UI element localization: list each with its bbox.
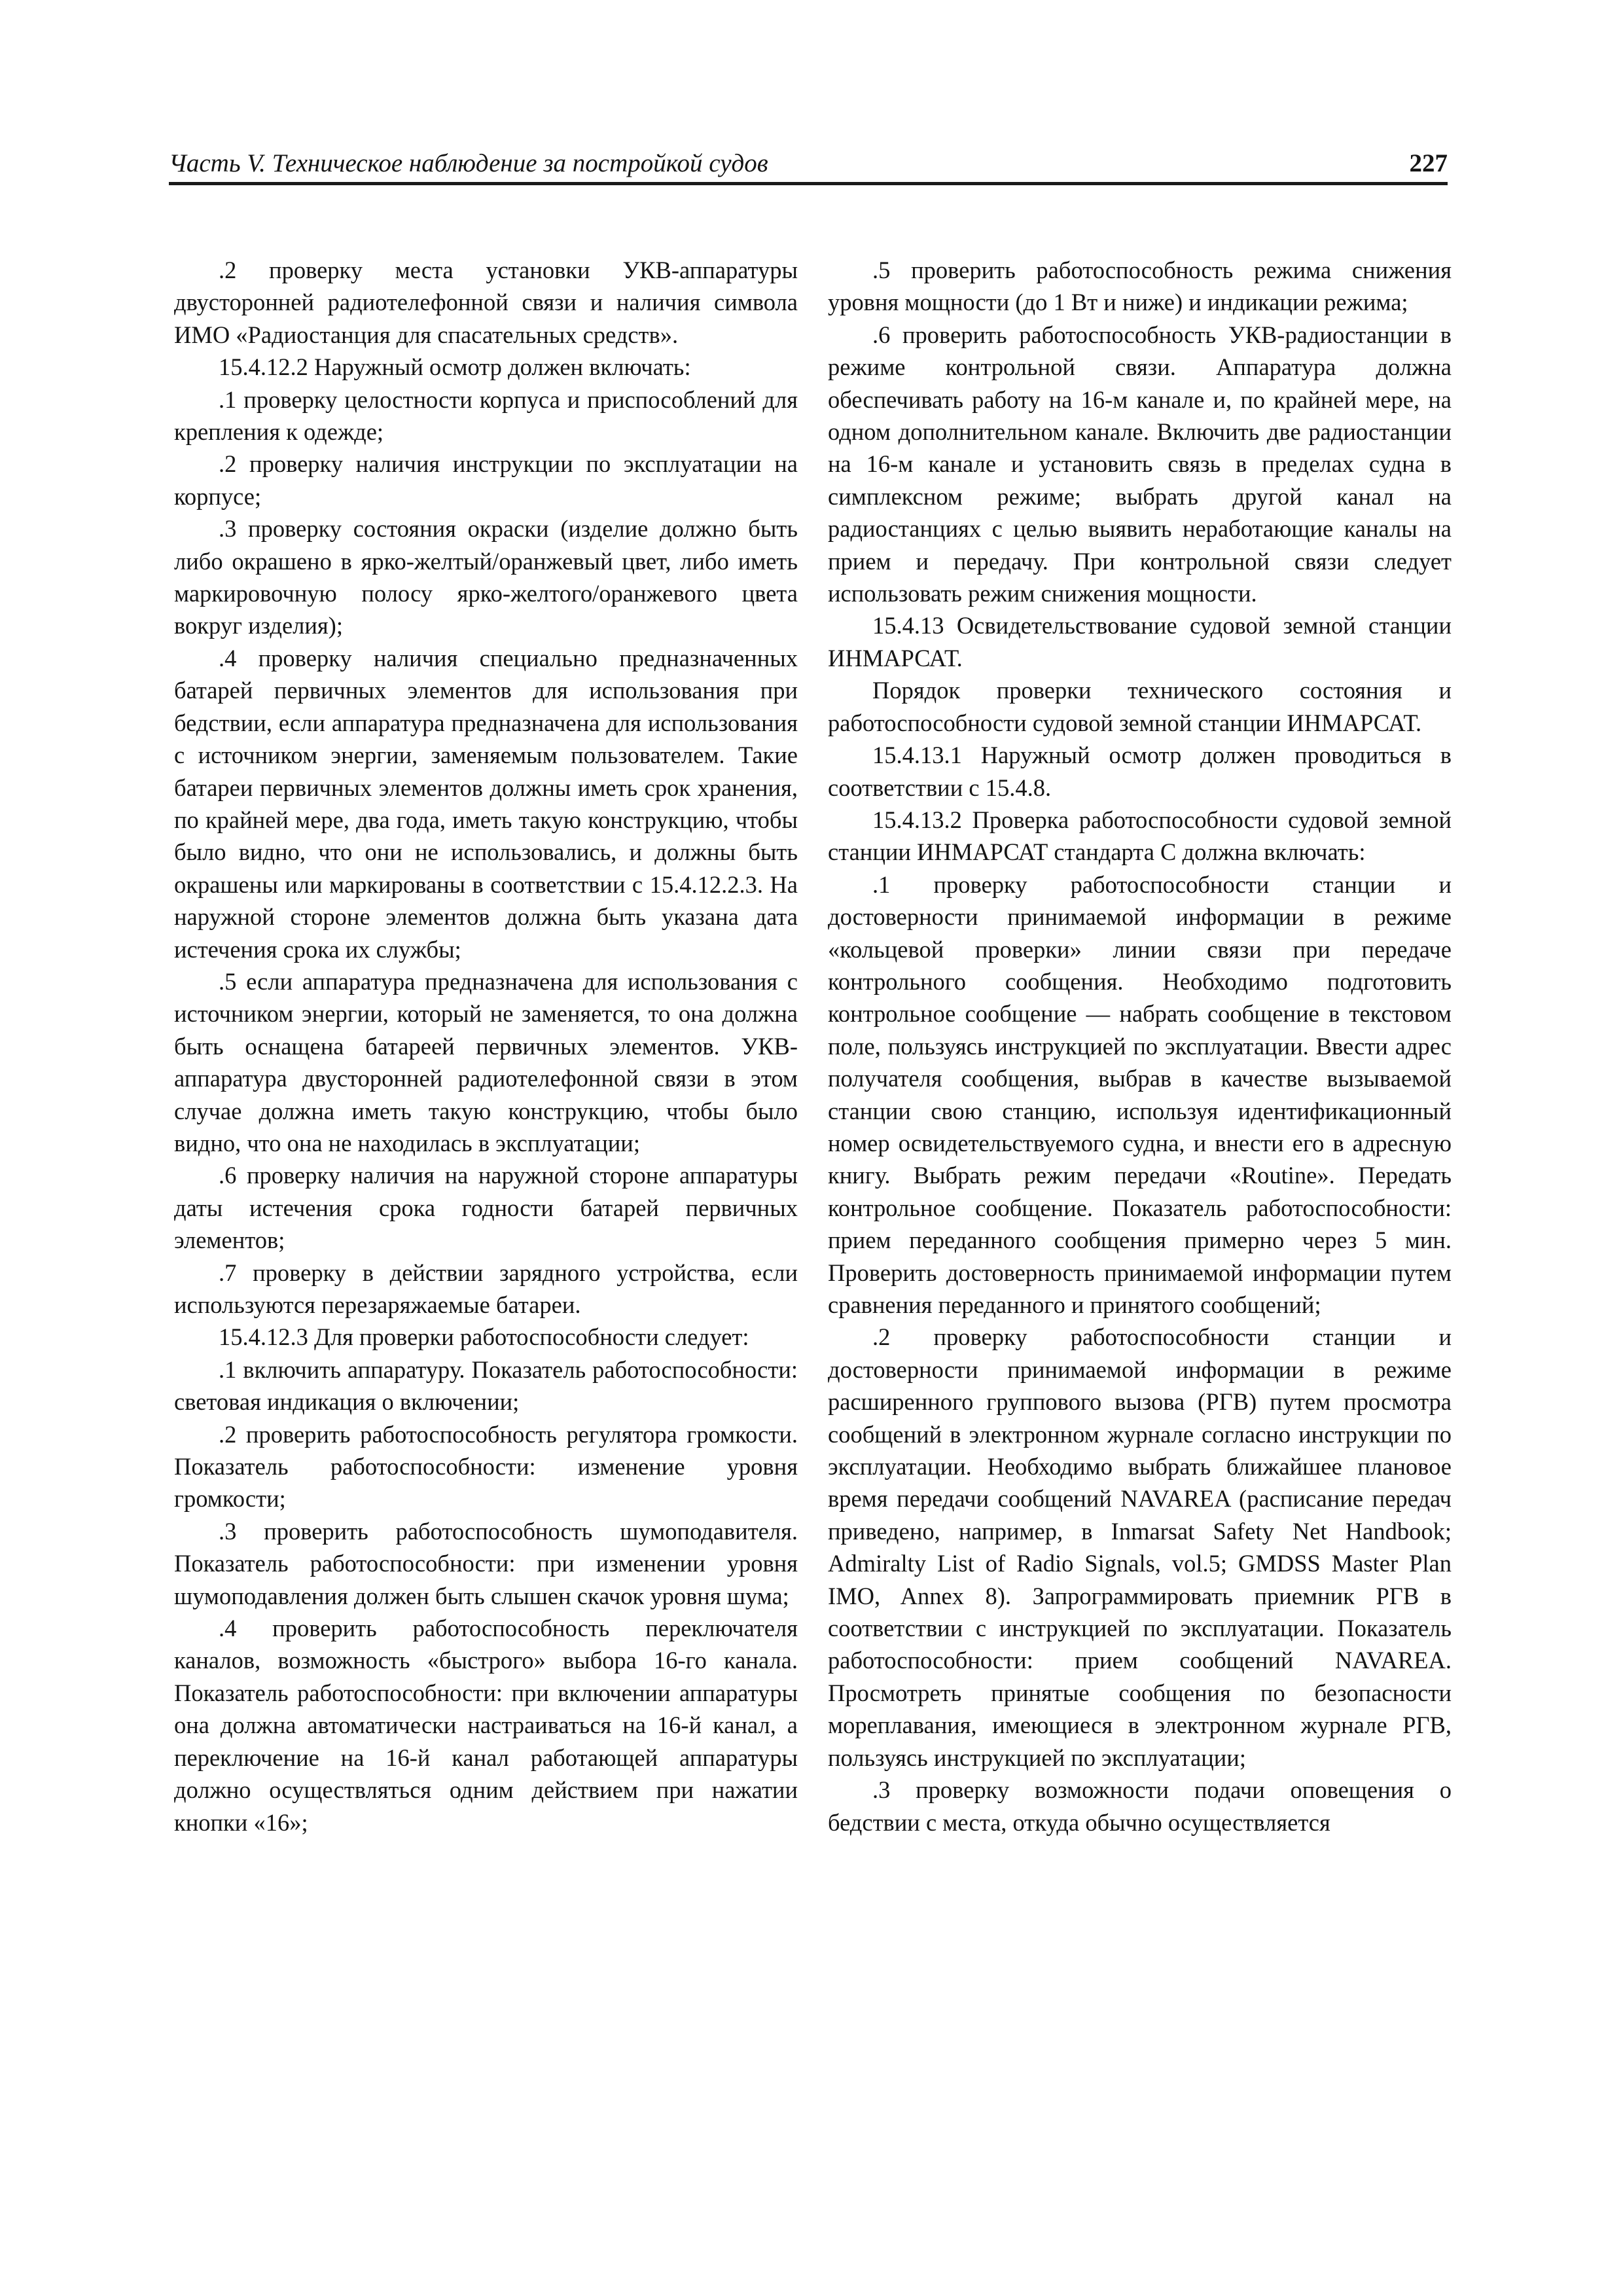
paragraph: .1 проверку целостности корпуса и приспособлений для крепления к одежде; — [174, 386, 798, 446]
paragraph: .3 проверку состояния окраски (изделие должно быть либо окрашено в ярко-желтый/оранжевый цвет, либо иметь маркировочную полосу ярко-желтого/оранжевого цвета вокруг изделия); — [174, 515, 798, 639]
paragraph: .3 проверить работоспособность шумоподавителя. Показатель работоспособности: при изменении уровня шумоподавления должен быть слышен скачок уровня шума; — [174, 1517, 798, 1609]
paragraph: .2 проверку наличия инструкции по эксплуатации на корпусе; — [174, 450, 798, 510]
paragraph: 15.4.12.2 Наружный осмотр должен включать: — [219, 353, 691, 381]
paragraph: 15.4.13.1 Наружный осмотр должен проводиться в соответствии с 15.4.8. — [828, 742, 1452, 801]
paragraph: .6 проверку наличия на наружной стороне аппаратуры даты истечения срока годности батарей первичных элементов; — [174, 1162, 798, 1254]
paragraph: .6 проверить работоспособность УКВ-радиостанции в режиме контрольной связи. Аппаратура должна обеспечивать работу на 16-м канале и, по крайней мере, на одном дополнительном канале. Включить две радиостанции на 16-м канале и установить связь в пределах судна в симплексном режиме; выбрать другой канал на радиостанциях с целью выявить неработающие каналы на прием и передачу. При контрольной связи следует использовать режим снижения мощности. — [828, 321, 1452, 607]
paragraph: 15.4.13.2 Проверка работоспособности судовой земной станции ИНМАРСАТ стандарта С должна включать: — [828, 806, 1452, 866]
paragraph: .7 проверку в действии зарядного устройства, если используются перезаряжаемые батареи. — [174, 1259, 798, 1318]
paragraph: .3 проверку возможности подачи оповещения о бедствии с места, откуда обычно осуществляется — [828, 1776, 1452, 1836]
paragraph: 15.4.12.3 Для проверки работоспособности следует: — [219, 1323, 749, 1351]
paragraph: .1 проверку работоспособности станции и достоверности принимаемой информации в режиме «кольцевой проверки» линии связи при передаче контрольного сообщения. Необходимо подготовить контрольное сообщение — набрать сообщение в текстовом поле, пользуясь инструкцией по эксплуатации. Ввести адрес получателя сообщения, выбрав в качестве вызываемой станции свою станцию, используя идентификационный номер освидетельствуемого судна, и внести его в адресную книгу. Выбрать режим передачи «Routine». Передать контрольное сообщение. Показатель работоспособности: прием переданного сообщения примерно через 5 мин. Проверить достоверность принимаемой информации путем сравнения переданного и принятого сообщений; — [828, 870, 1452, 1318]
page-header — [169, 148, 1448, 185]
paragraph: .2 проверку места установки УКВ-аппаратуры двусторонней радиотелефонной связи и наличия символа ИМО «Радиостанция для спасательных средств». — [174, 257, 798, 348]
paragraph: .5 если аппаратура предназначена для использования с источником энергии, который не заменяется, то она должна быть оснащена батареей первичных элементов. УКВ-аппаратура двусторонней радиотелефонной связи в этом случае должна иметь такую конструкцию, чтобы было видно, что она не находилась в эксплуатации; — [174, 967, 798, 1157]
page-number: 227 — [1409, 149, 1448, 177]
paragraph: .2 проверку работоспособности станции и достоверности принимаемой информации в режиме расширенного группового вызова (РГВ) путем просмотра сообщений в электронном журнале согласно инструкции по эксплуатации. Необходимо выбрать ближайшее плановое время передачи сообщений NAVAREA (расписание передач приведено, например, в Inmarsat Safety Net Handbook; Admiralty List of Radio Signals, vol.5; GMDSS Master Plan IMO, Annex 8). Запрограммировать приемник РГВ в соответствии с инструкцией по эксплуатации. Показатель работоспособности: прием сообщений NAVAREA. Просмотреть принятые сообщения по безопасности мореплавания, имеющиеся в электронном журнале РГВ, пользуясь инструкцией по эксплуатации; — [828, 1323, 1452, 1771]
paragraph: .5 проверить работоспособность режима снижения уровня мощности (до 1 Вт и ниже) и индикации режима; — [828, 257, 1452, 316]
left-column — [174, 254, 798, 1839]
paragraph: .4 проверить работоспособность переключателя каналов, возможность «быстрого» выбора 16-го канала. Показатель работоспособности: при включении аппаратуры она должна автоматически настраиваться на 16-й канал, а переключение на 16-й канал работающей аппаратуры должно осуществляться одним действием при нажатии кнопки «16»; — [174, 1615, 798, 1836]
paragraph: Порядок проверки технического состояния и работоспособности судовой земной станции ИНМАРСАТ. — [828, 677, 1452, 736]
section-heading: 15.4.13 Освидетельствование судовой земной станции ИНМАРСАТ. — [828, 612, 1452, 672]
right-column — [828, 254, 1452, 1839]
paragraph: .4 проверку наличия специально предназначенных батарей первичных элементов для использования при бедствии, если аппаратура предназначена для использования с источником энергии, заменяемым пользователем. Такие батареи первичных элементов должны иметь срок хранения, по крайней мере, два года, иметь такую конструкцию, чтобы было видно, что они не использовались, и должны быть окрашены или маркированы в соответствии с 15.4.12.2.3. На наружной стороне элементов должна быть указана дата истечения срока их службы; — [174, 644, 798, 963]
paragraph: .1 включить аппаратуру. Показатель работоспособности: световая индикация о включении; — [174, 1355, 798, 1416]
paragraph: .2 проверить работоспособность регулятора громкости. Показатель работоспособности: изменение уровня громкости; — [174, 1420, 798, 1513]
running-title: Часть V. Техническое наблюдение за постройкой судов — [169, 149, 768, 177]
